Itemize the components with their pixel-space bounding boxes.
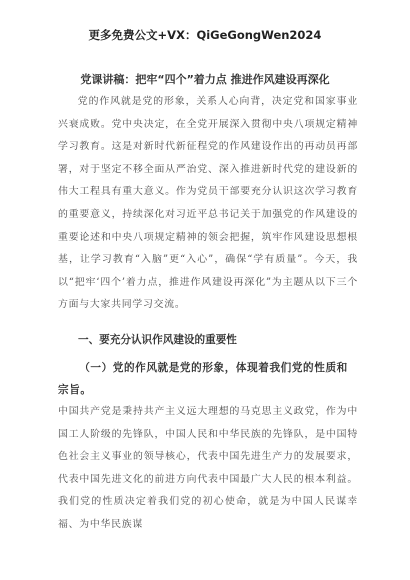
promo-banner: 更多免费公文+VX：QiGeGongWen2024 [88,28,322,42]
subsection-heading: （一）党的作风就是党的形象，体现着我们党的性质和宗旨。 [58,362,348,396]
intro-paragraph: 党的作风就是党的形象，关系人心向背，决定党和国家事业兴衰成败。党中央决定，在全党开展深入贯彻中央八项规定精神学习教育。这是对新时代新征程党的作风建设作出的再动员再部署，对于坚定不移全面从严治党、深入推进新时代党的建设新的伟大工程具有重大意义。作为党员干部要充分认识这次学习教育的重要意义，持续深化对习近平总书记关于加强党的作风建设的重要论述和中央八项规定精神的领会把握，筑牢作风建设思想根基，让学习教育“入脑”更“入心”，确保“学有质量”。今天，我以“把牢‘四个’着力点，推进作风建设再深化”为主题从以下三个方面与大家共同学习交流。 [58,96,358,311]
section-heading: 一、要充分认识作风建设的重要性 [78,334,237,346]
subsection-paragraph: 中国共产党是秉持共产主义远大理想的马克思主义政党，作为中国工人阶级的先锋队，中国人民和中华民族的先锋队，是中国特色社会主义事业的领导核心，代表中国先进生产力的发展要求，代表中国先进文化的前进方向代表中国最广大人民的根本利益。我们党的性质决定着我们党的初心使命，就是为中国人民谋幸福、为中华民族谋 [58,406,358,530]
document-title: 党课讲稿：把牢“四个”着力点 推进作风建设再深化 [80,73,330,86]
